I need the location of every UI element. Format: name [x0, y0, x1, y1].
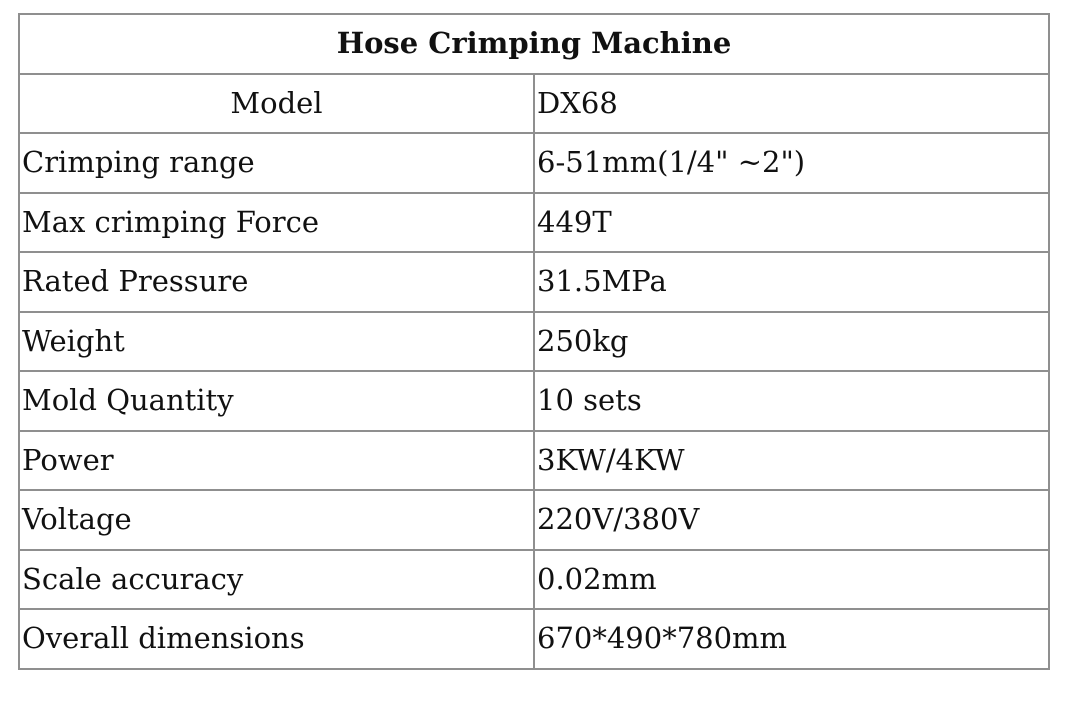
- spec-table: [18, 13, 1050, 670]
- table-row: [19, 431, 1049, 491]
- row-value: 6-51mm(1/4" ~2"): [534, 133, 1049, 193]
- row-value: 10 sets: [534, 371, 1049, 431]
- row-label: Overall dimensions: [19, 609, 534, 669]
- table-row: [19, 252, 1049, 312]
- table-row: [19, 550, 1049, 610]
- row-label: Voltage: [19, 490, 534, 550]
- row-value: 250kg: [534, 312, 1049, 372]
- table-row: [19, 74, 1049, 134]
- row-label: Rated Pressure: [19, 252, 534, 312]
- row-value: 670*490*780mm: [534, 609, 1049, 669]
- row-value: DX68: [534, 74, 1049, 134]
- row-value: 0.02mm: [534, 550, 1049, 610]
- row-label: Max crimping Force: [19, 193, 534, 253]
- row-value: 31.5MPa: [534, 252, 1049, 312]
- row-label: Scale accuracy: [19, 550, 534, 610]
- table-row: [19, 371, 1049, 431]
- table-row: [19, 133, 1049, 193]
- table-row: [19, 609, 1049, 669]
- row-label: Weight: [19, 312, 534, 372]
- table-title-row: [19, 14, 1049, 74]
- table-row: [19, 193, 1049, 253]
- table-row: [19, 312, 1049, 372]
- row-label: Mold Quantity: [19, 371, 534, 431]
- row-value: 449T: [534, 193, 1049, 253]
- row-label: Power: [19, 431, 534, 491]
- table-title: Hose Crimping Machine: [19, 14, 1049, 74]
- row-label: Model: [19, 74, 534, 134]
- row-label: Crimping range: [19, 133, 534, 193]
- row-value: 3KW/4KW: [534, 431, 1049, 491]
- row-value: 220V/380V: [534, 490, 1049, 550]
- table-row: [19, 490, 1049, 550]
